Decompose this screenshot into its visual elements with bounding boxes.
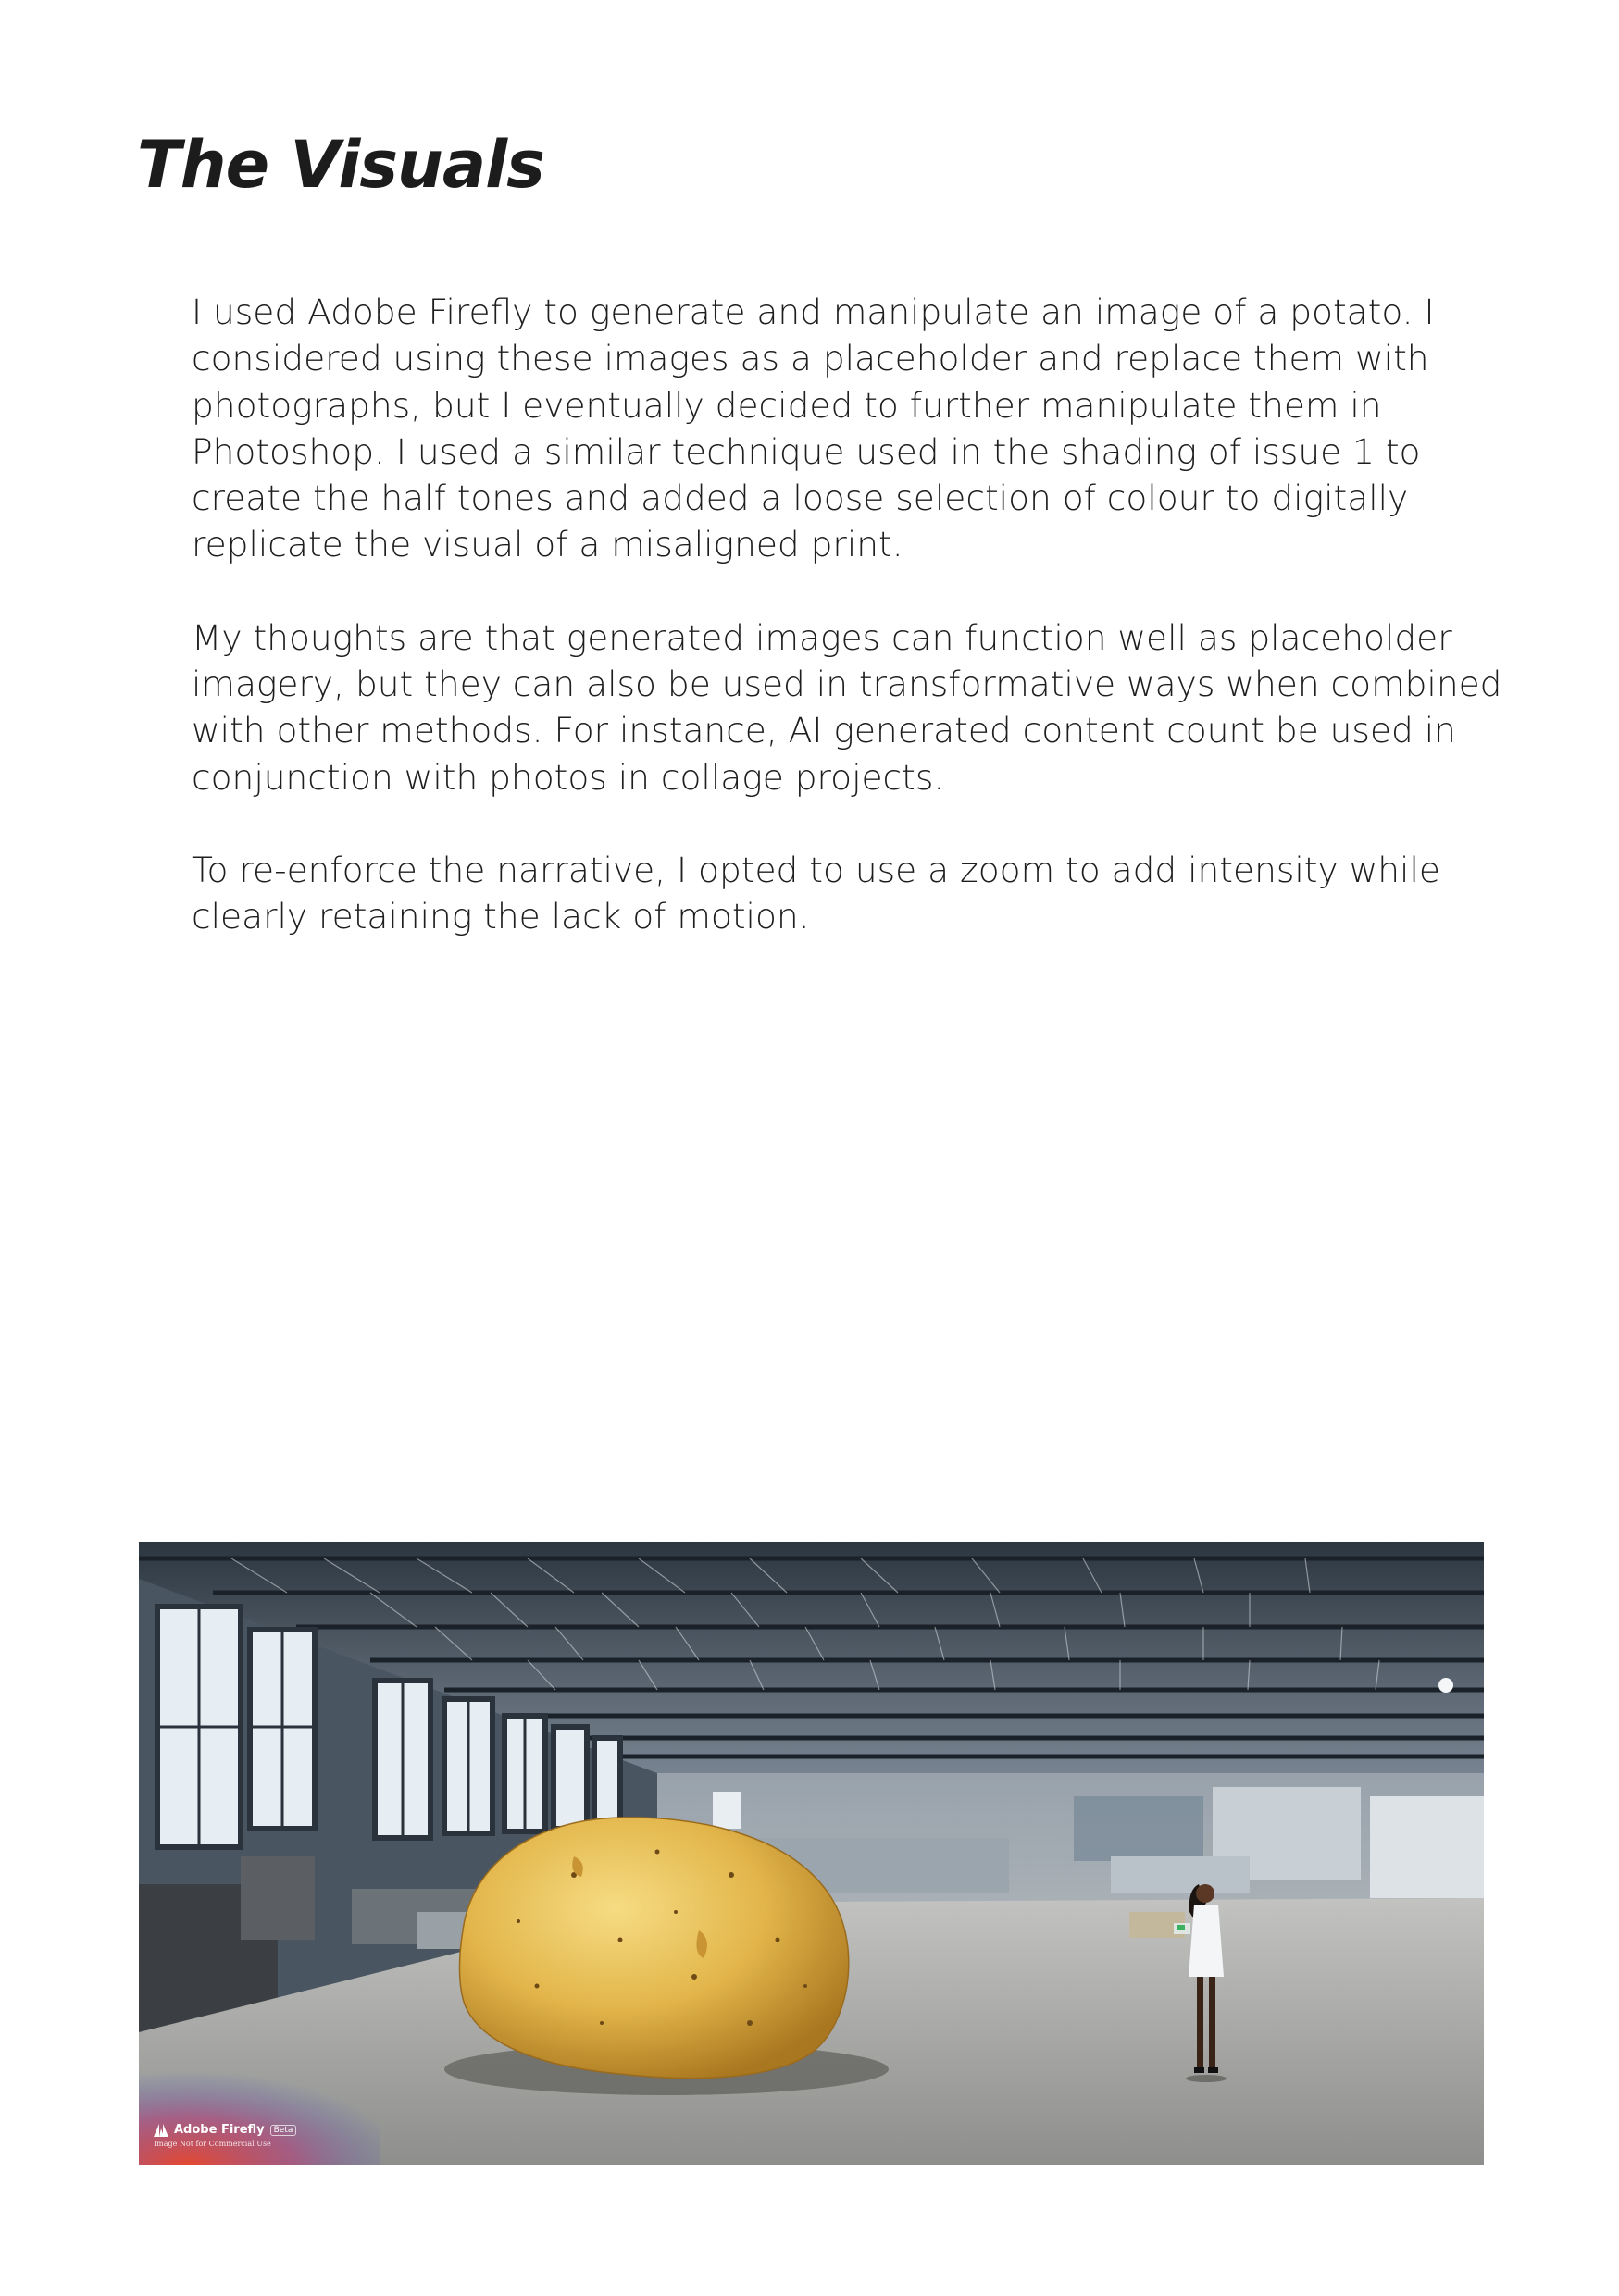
adobe-logo-icon [154,2124,168,2137]
paragraph-2: My thoughts are that generated images can function well as placeholder imagery, but they can also be used in transformative ways when combined with other methods. For instance, AI generated content count be used in conjunction with photos in collage projects. [192,616,1502,798]
watermark-beta-badge: Beta [270,2125,297,2136]
watermark-note: Image Not for Commercial Use [154,2140,271,2148]
potato-warehouse-image [139,1542,1484,2165]
page-title: The Visuals [137,127,544,203]
paragraph-1: I used Adobe Firefly to generate and manipulate an image of a potato. I considered using these images as a placeholder and replace them with photographs, but I eventually decided to further manipulate them in Photoshop. I used a similar technique used in the shading of issue 1 to create the half tones and added a loose selection of colour to digitally replicate the visual of a misaligned print. [192,292,1435,565]
ceiling-light [1438,1678,1453,1693]
paragraph-3: To re-enforce the narrative, I opted to use a zoom to add intensity while clearly retaining the lack of motion. [192,849,1440,937]
watermark-brand: Adobe Firefly [174,2123,265,2137]
potato [459,1818,848,2079]
firefly-watermark [154,2123,296,2148]
watermark-glow [139,2060,380,2165]
body-text [192,289,1525,987]
warehouse-scene [139,1542,1484,2165]
